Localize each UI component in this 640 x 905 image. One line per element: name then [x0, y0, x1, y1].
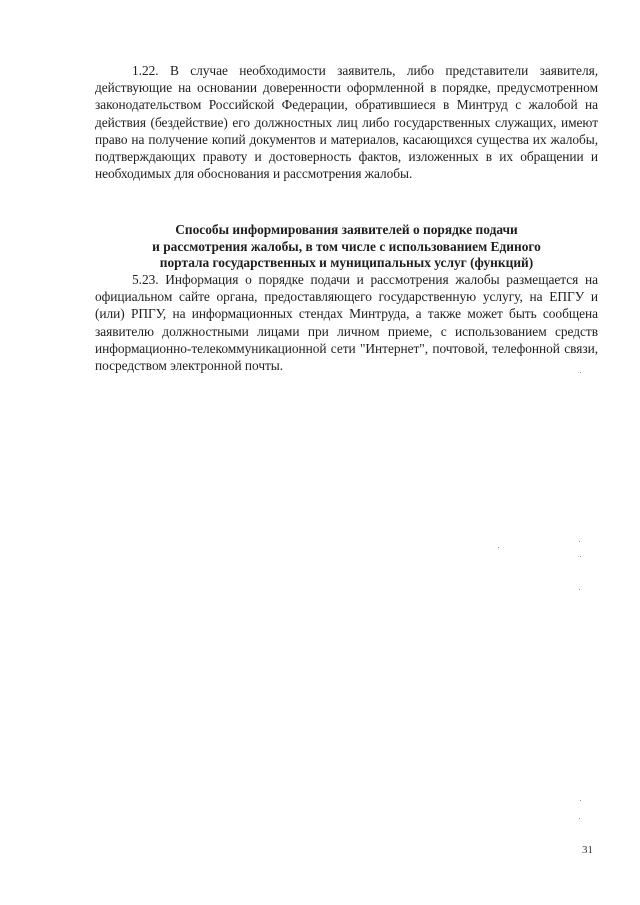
scan-speck	[580, 372, 581, 373]
paragraph-text: 1.22. В случае необходимости заявитель, либо представители заявителя, действующие на основании доверенности оформленной в порядке, предусмотренном законодательством Российской Федерации, обратившиеся в Минтруд с жалобой на действия (бездействие) его должностных лиц либо государственных служащих, имеют право на получение копий документов и материалов, касающихся существа их жалобы, подтверждающих правоту и достоверность фактов, изложенных в их обращении и необходимых для обоснования и рассмотрения жалобы.	[95, 63, 598, 182]
scan-speck	[580, 800, 581, 801]
page-number: 31	[582, 844, 593, 856]
scan-speck	[498, 547, 499, 548]
heading-line-2: и рассмотрения жалобы, в том числе с использованием Единого	[152, 238, 541, 254]
section-heading	[95, 222, 598, 272]
paragraph-text: 5.23. Информация о порядке подачи и рассмотрения жалобы размещается на официальном сайте органа, предоставляющего государственную услугу, на ЕПГУ и (или) РПГУ, на информационных стендах Минтруда, а также может быть сообщена заявителю должностными лицами при личном приеме, с использованием средств информационно-телекоммуникационной сети "Интернет", почтовой, телефонной связи, посредством электронной почты.	[95, 272, 598, 374]
heading-line-3: портала государственных и муниципальных услуг (функций)	[159, 255, 534, 271]
scan-speck	[579, 541, 580, 542]
scan-speck	[579, 818, 580, 819]
paragraph-1-22	[95, 62, 598, 182]
scan-speck	[579, 589, 580, 590]
paragraph-5-23	[95, 271, 598, 374]
heading-line-1: Способы информирования заявителей о порядке подачи	[175, 222, 518, 237]
scan-speck	[580, 556, 581, 557]
